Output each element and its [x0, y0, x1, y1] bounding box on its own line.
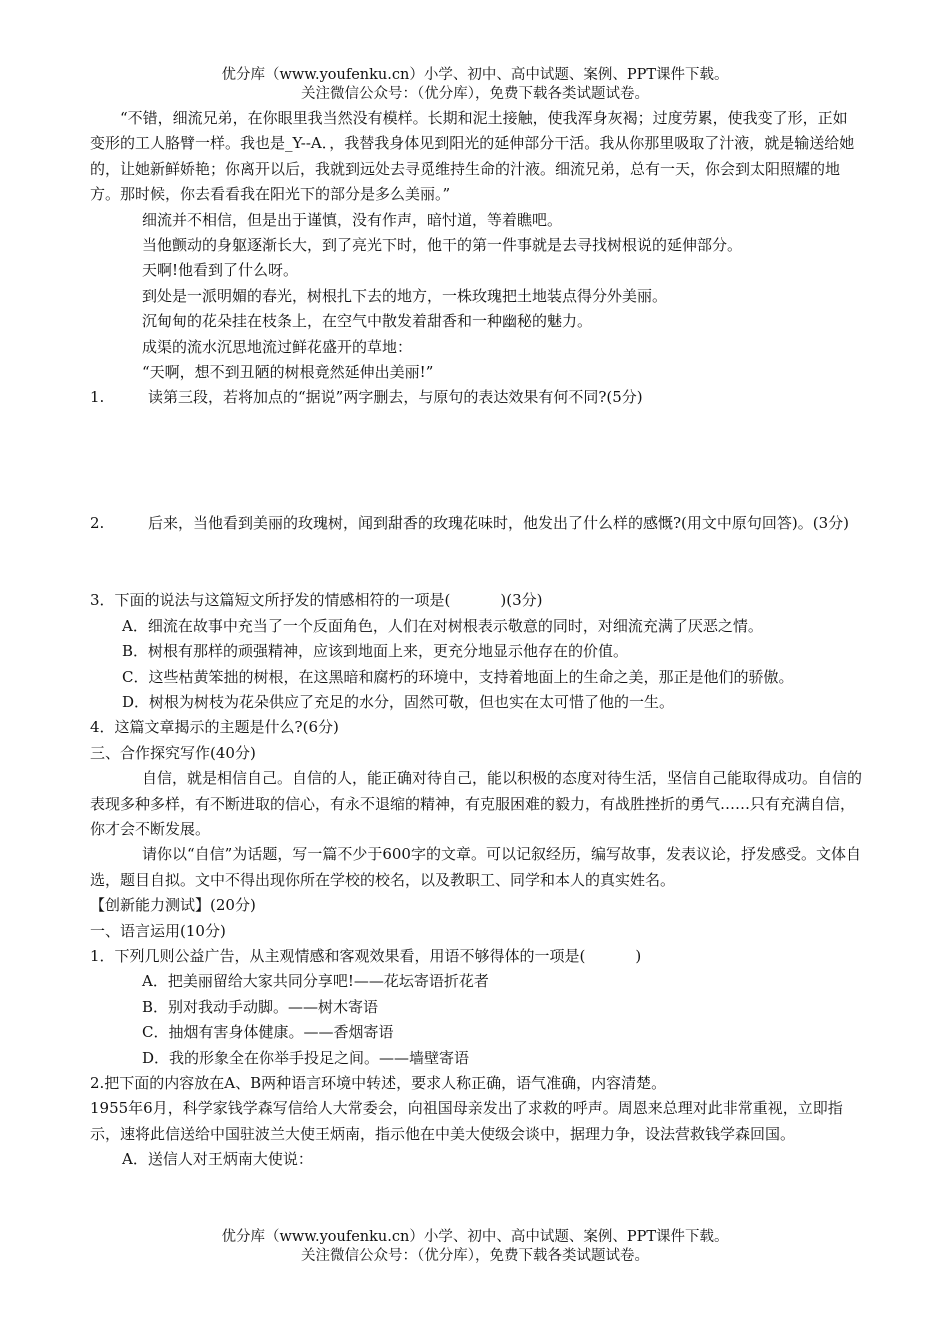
question-3-option-c: C．这些枯黄笨拙的树根，在这黑暗和腐朽的环境中，支持着地面上的生命之美，那正是他们的骄傲。 — [122, 667, 794, 686]
question-1-number: 1. — [90, 388, 105, 407]
footer-line-2: 关注微信公众号：（优分库），免费下载各类试题试卷。 — [301, 1248, 649, 1264]
passage-paragraph: “不错，细流兄弟，在你眼里我当然没有模样。长期和泥土接触，使我浑身灰褐；过度劳累，使我变了形，正如变形的工人胳臂一样。我也是_Y--A．，我替我身体见到阳光的延伸部分干活。我从你那里吸取了汁液，就是输送给她的，让她新鲜娇艳；你离开以后，我就到远处去寻觅维持生命的汁液。细流兄弟，总有一天，你会到太阳照耀的地方。那时候，你去看看我在阳光下的部分是多么美丽。” — [90, 109, 855, 204]
writing-paragraph-1: 自信，就是相信自己。自信的人，能正确对待自己，能以积极的态度对待生活，坚信自己能取得成功。自信的表现多种多样，有不断进取的信心，有永不退缩的精神，有克服困难的毅力，有战胜挫折的勇气……只有充满自信，你才会不断发展。 — [90, 769, 863, 838]
innovation-question-1-stem-a: 1．下列几则公益广告，从主观情感和客观效果看，用语不够得体的一项是( — [90, 946, 586, 965]
question-3-option-a: A．细流在故事中充当了一个反面角色，人们在对树根表示敬意的同时，对细流充满了厌恶之情。 — [122, 616, 763, 635]
document-body — [90, 106, 862, 1173]
question-4: 4．这篇文章揭示的主题是什么?(6分) — [90, 718, 339, 737]
innovation-q1-option-c: C．抽烟有害身体健康。——香烟寄语 — [142, 1023, 394, 1042]
header-line-2: 关注微信公众号：（优分库），免费下载各类试题试卷。 — [301, 86, 649, 102]
question-1 — [90, 385, 862, 410]
question-2 — [90, 511, 862, 536]
passage-paragraph: 成渠的流水沉思地流过鲜花盛开的草地： — [142, 337, 413, 356]
question-2-number: 2. — [90, 513, 105, 532]
innovation-subheading: 一、语言运用(10分) — [90, 921, 226, 940]
writing-heading: 三、合作探究写作(40分) — [90, 743, 256, 762]
answer-space — [90, 536, 862, 588]
innovation-question-2-material: 1955年6月，科学家钱学森写信给人大常委会，向祖国母亲发出了求救的呼声。周恩来总理对此非常重视，立即指示，速将此信送给中国驻波兰大使王炳南，指示他在中美大使级会谈中，据理力争，设法营救钱学森回国。 — [90, 1099, 843, 1143]
writing-paragraph-2: 请你以“自信”为话题，写一篇不少于600字的文章。可以记叙经历，编写故事，发表议论，抒发感受。文体自选，题目自拟。文中不得出现你所在学校的校名，以及教职工、同学和本人的真实姓名。 — [90, 845, 861, 889]
answer-space — [90, 411, 862, 511]
footer-line-1: 优分库（www.youfenku.cn）小学、初中、高中试题、案例、PPT课件下载。 — [221, 1229, 729, 1245]
passage-paragraph: 细流并不相信，但是出于谨慎，没有作声，暗忖道，等着瞧吧。 — [142, 210, 563, 229]
innovation-q1-option-a: A．把美丽留给大家共同分享吧!——花坛寄语折花者 — [142, 972, 489, 991]
innovation-q1-option-d: D．我的形象全在你举手投足之间。——墙壁寄语 — [142, 1048, 470, 1067]
innovation-question-1-stem-b: ) — [635, 946, 642, 965]
innovation-q1-option-b: B．别对我动手动脚。——树木寄语 — [142, 997, 379, 1016]
passage-paragraph: “天啊，想不到丑陋的树根竟然延伸出美丽!” — [142, 363, 434, 382]
page-header — [0, 66, 950, 104]
question-3-stem-a: 3．下面的说法与这篇短文所抒发的情感相符的一项是( — [90, 591, 451, 610]
innovation-question-2: 2.把下面的内容放在A、B两种语言环境中转述，要求人称正确，语气准确，内容清楚。 — [90, 1074, 667, 1092]
question-2-text: 后来，当他看到美丽的玫瑰树，闻到甜香的玫瑰花味时，他发出了什么样的感慨?(用文中原句回答)。(3分) — [148, 513, 849, 532]
innovation-question-2-a: A．送信人对王炳南大使说： — [122, 1150, 313, 1169]
question-3-option-b: B．树根有那样的顽强精神，应该到地面上来，更充分地显示他存在的价值。 — [122, 642, 629, 661]
question-3-stem-b: )(3分) — [500, 591, 543, 610]
question-1-text: 读第三段，若将加点的“据说”两字删去，与原句的表达效果有何不同?(5分) — [148, 388, 643, 407]
header-line-1: 优分库（www.youfenku.cn）小学、初中、高中试题、案例、PPT课件下载。 — [221, 67, 729, 83]
passage-paragraph: 当他颤动的身躯逐渐长大，到了亮光下时，他干的第一件事就是去寻找树根说的延伸部分。 — [142, 236, 743, 255]
question-3-stem — [90, 588, 862, 613]
question-3-option-d: D．树根为树枝为花朵供应了充足的水分，固然可敬，但也实在太可惜了他的一生。 — [122, 692, 675, 711]
passage-paragraph: 沉甸甸的花朵挂在枝条上，在空气中散发着甜香和一种幽秘的魅力。 — [142, 312, 593, 331]
innovation-question-1 — [90, 944, 862, 969]
innovation-heading: 【创新能力测试】(20分) — [90, 896, 256, 915]
passage-paragraph: 到处是一派明媚的春光，树根扎下去的地方，一株玫瑰把土地装点得分外美丽。 — [142, 286, 668, 305]
passage-paragraph: 天啊!他看到了什么呀。 — [142, 261, 299, 280]
page-footer — [0, 1228, 950, 1266]
